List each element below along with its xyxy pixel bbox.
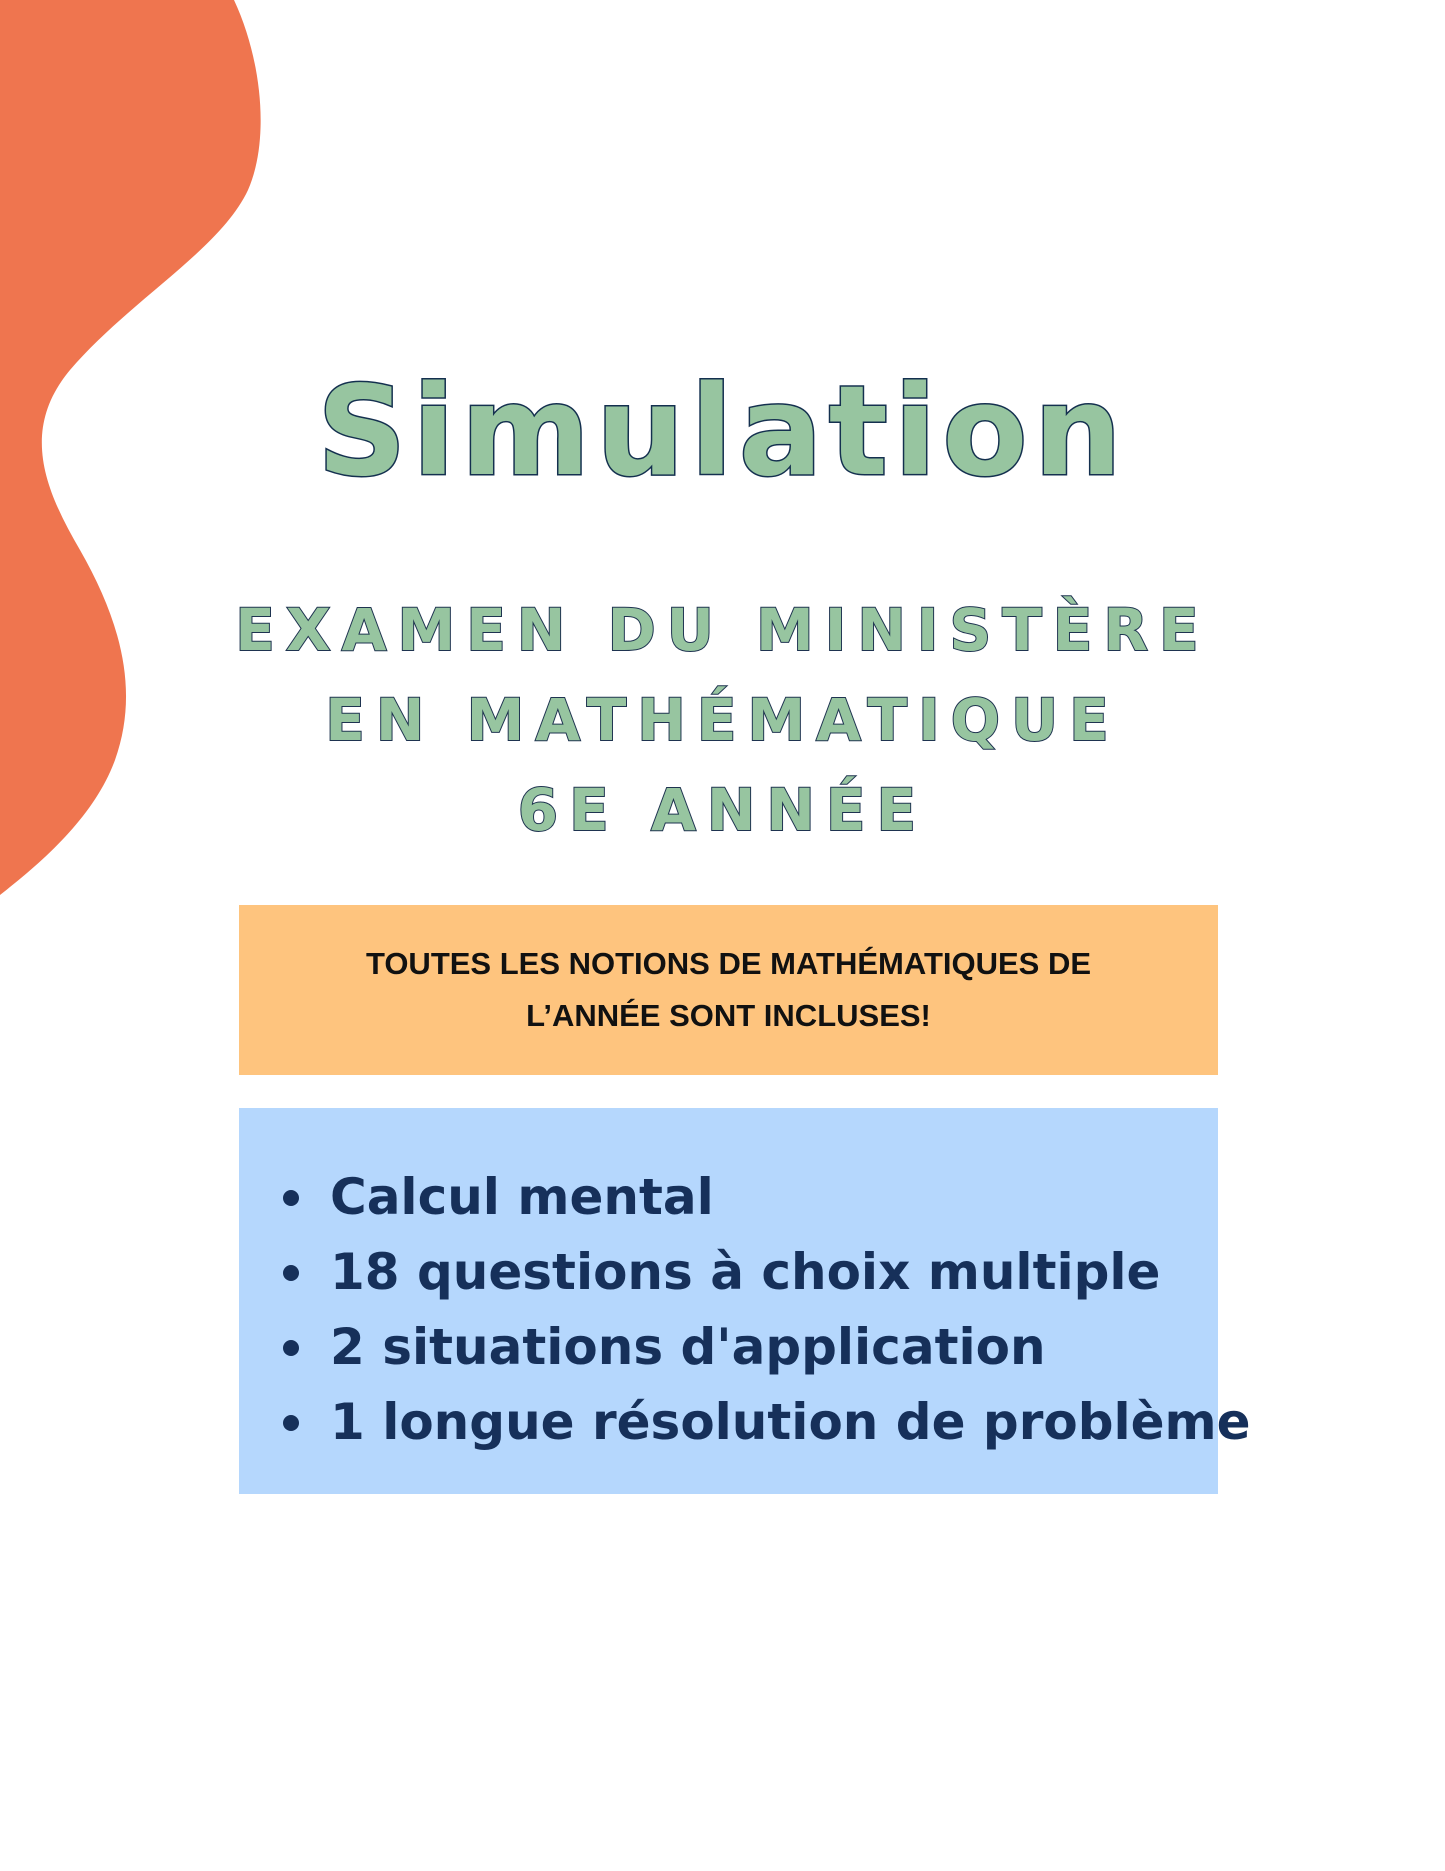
notice-line-1: TOUTES LES NOTIONS DE MATHÉMATIQUES DE [365,946,1092,981]
list-item [283,1310,1251,1385]
list-item-label: 18 questions à choix multiple [330,1243,1161,1301]
list-item [283,1235,1251,1310]
exam-subtitle [0,585,1445,855]
list-item [283,1385,1251,1460]
list-item-label: Calcul mental [330,1168,714,1226]
list-item-label: 2 situations d'application [330,1318,1046,1376]
page-title: Simulation [317,360,1128,504]
notice-banner [239,905,1218,1075]
subtitle-line-2: EN MATHÉMATIQUE [325,686,1120,754]
list-item [283,1160,1251,1235]
bullet-icon [283,1190,299,1206]
bullet-icon [283,1415,299,1431]
features-list [283,1160,1251,1460]
notice-line-2: L’ANNÉE SONT INCLUSES! [526,998,931,1033]
bullet-icon [283,1340,299,1356]
bullet-icon [283,1265,299,1281]
features-box [239,1108,1251,1494]
subtitle-line-3: 6E ANNÉE [517,776,928,844]
list-item-label: 1 longue résolution de problème [330,1393,1251,1451]
subtitle-line-1: EXAMEN DU MINISTÈRE [235,596,1210,664]
